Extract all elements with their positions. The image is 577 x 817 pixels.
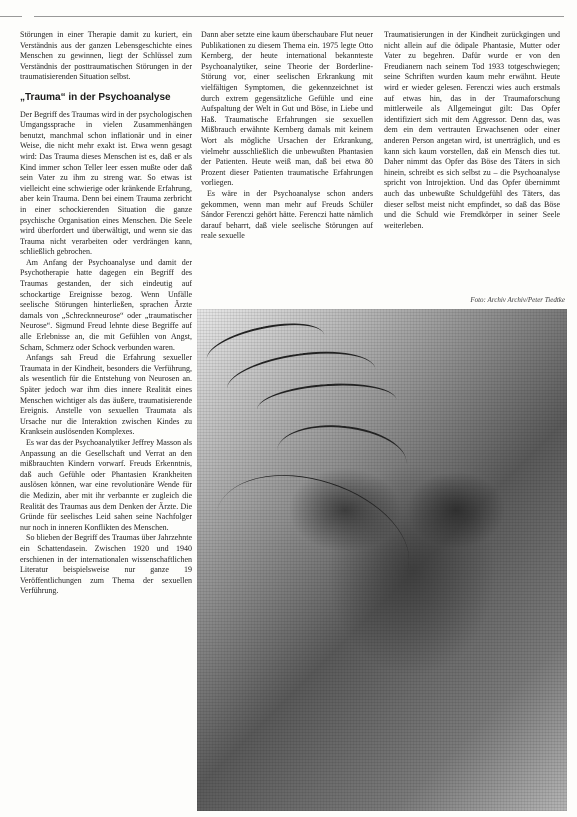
photo-credit: Foto: Archiv Archiv/Peter Tiedtke <box>470 296 565 304</box>
column-1-paragraph: Anfangs sah Freud die Erfahrung sexueller Traumata in der Kindheit, besonders die Verführung, als wesentlich für die Entstehung von Neurosen an. Später jedoch war ihm dies innere Realität eines Menschen wichtiger als das äußere, traumatisierende Ereignis. Anstelle von sexuellen Traumata als Ursache nur die Interaktion zwischen Kindes zu Kranksein auslösenden Komplexes. <box>20 353 192 437</box>
portrait-photo <box>197 309 567 811</box>
column-1-paragraph: Es war das der Psychoanalytiker Jeffrey Masson als Anpassung an die Gesellschaft und Verrat an den mißbrauchten Kindern vorwarf. Freuds Erkenntnis, daß auch Gefühle oder Phantasien Krankheiten auslösen können, war eine revolutionäre Wende für die Medizin, aber mit ihr verbannte er zugleich die Realität des Traumas aus dem Denken der Ärzte. Die Gründe für seelisches Leid sahen seine Nachfolger nur noch in inneren Konflikten des Menschen. <box>20 437 192 532</box>
column-3 <box>384 30 560 231</box>
section-heading: „Trauma“ in der Psychoanalyse <box>20 91 171 103</box>
column-2-paragraph: Es wäre in der Psychoanalyse schon anders gekommen, wenn man mehr auf Freuds Schüler Sándor Ferenczi gehört hätte. Ferenczi hatte nämlich darauf beharrt, daß viele seelische Störungen auf reale sexuelle <box>201 188 373 241</box>
column-3-paragraph: Traumatisierungen in der Kindheit zurückgingen und nicht allein auf die ödipale Phantasie, Mutter oder Vater zu begehren. Dafür wurde er von den Freudianern nach seinem Tod 1933 totgeschwiegen; seine Schriften wurden kaum mehr erwähnt. Heute wird er wieder gelesen. Ferenczi wies auch erstmals auf etwas hin, das in der Traumaforschung mittlerweile als Allgemeingut gilt: Das Opfer identifiziert sich mit dem Aggressor. Denn das, was dem ein dem vertrauten Erwachsenen oder einer anderen Person angetan wird, ist unerträglich, und es kann sich kaum vorstellen, daß ein Mensch dies tut. Daher nimmt das Opfer das Böse des Täters in sich hinein, schreibt es sich selbst zu – die Psychoanalyse spricht von Introjektion. Und das Opfer übernimmt auch das unbewußte Schuldgefühl des Täters, das dieser selbst meist nicht empfindet, so daß das Böse und die Schuld wie Fremdkörper in seiner Seele weiterleben. <box>384 30 560 230</box>
column-1-intro: Störungen in einer Therapie damit zu kuriert, ein Verständnis aus der ganzen Lebensgeschichte eines Menschen zu gewinnen, liegt der Schlüssel zum Verständnis der posttraumatischen Störungen in der traumatisierenden Situation selbst. <box>20 30 192 82</box>
column-2-paragraph: Dann aber setzte eine kaum überschaubare Flut neuer Publikationen zu diesem Thema ein. 1975 legte Otto Kernberg, der heute international bekannteste Psychoanalytiker, seine Theorie der Borderline-Störung vor, einer seelischen Erkrankung mit vielfältigen Symptomen, die gekennzeichnet ist durch extrem gegensätzliche Gefühle und eine Aufspaltung der Welt in Gut und Böse, in Liebe und Haß. Traumatische Erfahrungen sie sexuellen Mißbrauch erwähnte Kernberg damals mit keinem Wort als mögliche Ursachen der Erkrankung, vielmehr ausschließlich die unbewußten Phantasien der Patienten. Heute weiß man, daß bei etwa 80 Prozent dieser Patienten traumatische Erfahrungen vorliegen. <box>201 30 373 188</box>
top-rule-left <box>0 16 22 17</box>
column-1-paragraph: Der Begriff des Traumas wird in der psychologischen Umgangssprache in vielen Zusammenhängen benutzt, manchmal schon inflationär und in einer Weise, die nicht mehr exakt ist. Etwa wenn gesagt wird: Das Trauma dieses Menschen ist es, daß er als Kind immer schon Teller leer essen mußte oder daß sein Vater zu ihm zu streng war. So etwas ist vielleicht eine schwierige oder kränkende Erfahrung, aber kein Trauma. Denn bei einem Trauma zerbricht in einer schockierenden Situation die ganze psychische Organisation eines Menschen. Die Seele wird überfordert und überwältigt, und wenn sie das Trauma nicht verarbeiten oder verdrängen kann, schließlich gebrochen. <box>20 109 192 257</box>
column-1-paragraph: So blieben der Begriff des Traumas über Jahrzehnte ein Schattendasein. Zwischen 1920 und 1940 erschienen in der internationalen wissenschaftlichen Literatur beispielsweise nur ganze 19 Veröffentlichungen zum Thema der sexuellen Verführung. <box>20 533 192 596</box>
column-1-paragraph: Am Anfang der Psychoanalyse und damit der Psychotherapie hatte dagegen ein Begriff des Traumas gestanden, der sich eindeutig auf schockartige Ereignisse bezog. Wenn Unfälle seelische Störungen hinterließen, sprachen Ärzte damals von „Schrecknneurose“ oder „traumatischer Neurose“. Sigmund Freud lehnte diese Begriffe auf alle Erlebnisse an, die mit Gefühlen von Angst, Scham, Schmerz oder Schock verbunden waren. <box>20 257 192 352</box>
column-2 <box>201 30 373 242</box>
column-1 <box>20 30 192 597</box>
top-rule-right <box>34 16 564 17</box>
